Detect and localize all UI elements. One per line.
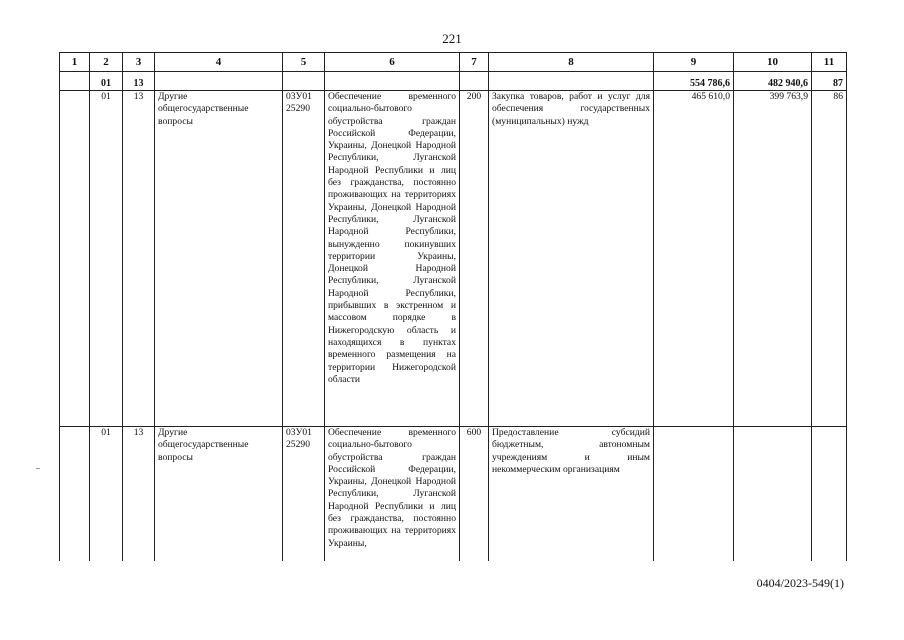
amount-10 bbox=[734, 427, 812, 562]
header-row bbox=[60, 53, 847, 72]
article-name: Обеспечение временного социально-бытового обустройства граждан Российской Федерации, Украины, Донецкой Народной Республики, Луганской Народной Республики и лиц без гражданства, постоянно проживающих на территориях Украины, Донецкой Народной Республики, Луганской Народной Республики, вынужденно покинувших территории Украины, Донецкой Народной Республики, Луганской Народной Республики, прибывших в экстренном и массовом порядке в Нижегородскую область и находящихся в пунктах временного размещения на территории Нижегородской области bbox=[325, 91, 460, 427]
section-code: 01 bbox=[90, 427, 123, 562]
total-cell-empty bbox=[283, 72, 325, 91]
column-header: 9 bbox=[654, 53, 734, 72]
total-cell-empty bbox=[325, 72, 460, 91]
column-header: 1 bbox=[60, 53, 90, 72]
section-code: 01 bbox=[90, 91, 123, 427]
article-name: Обеспечение временного социально-бытового обустройства граждан Российской Федерации, Украины, Донецкой Народной Республики, Луганской Народной Республики и лиц без гражданства, постоянно проживающих на территориях Украины, bbox=[325, 427, 460, 562]
expense-type-code: 200 bbox=[460, 91, 489, 427]
expense-type-name: Предоставление субсидий бюджетным, автономным учреждениям и иным некоммерческим организациям bbox=[489, 427, 654, 562]
column-header: 2 bbox=[90, 53, 123, 72]
column-header: 7 bbox=[460, 53, 489, 72]
total-cell-empty bbox=[155, 72, 283, 91]
column-header: 11 bbox=[812, 53, 847, 72]
column-header: 3 bbox=[123, 53, 155, 72]
target-article-code: 03У01 25290 bbox=[283, 427, 325, 562]
column-header: 4 bbox=[155, 53, 283, 72]
percent: 86 bbox=[812, 91, 847, 427]
percent bbox=[812, 427, 847, 562]
table-row bbox=[60, 91, 847, 427]
section-name: Другие общегосударственные вопросы bbox=[155, 91, 283, 427]
subsection-code: 13 bbox=[123, 91, 155, 427]
document-code: 0404/2023-549(1) bbox=[756, 576, 844, 590]
row-number bbox=[60, 91, 90, 427]
subsection-code: 13 bbox=[123, 427, 155, 562]
page-number: 221 bbox=[442, 31, 462, 46]
total-percent: 87 bbox=[812, 72, 847, 91]
amount-9: 465 610,0 bbox=[654, 91, 734, 427]
column-header: 8 bbox=[489, 53, 654, 72]
total-row bbox=[60, 72, 847, 91]
column-header: 5 bbox=[283, 53, 325, 72]
expense-type-code: 600 bbox=[460, 427, 489, 562]
amount-10: 399 763,9 bbox=[734, 91, 812, 427]
total-amount-9: 554 786,6 bbox=[654, 72, 734, 91]
target-article-code: 03У01 25290 bbox=[283, 91, 325, 427]
column-header: 10 bbox=[734, 53, 812, 72]
column-header: 6 bbox=[325, 53, 460, 72]
section-name: Другие общегосударственные вопросы bbox=[155, 427, 283, 562]
total-subsection-code: 13 bbox=[123, 72, 155, 91]
total-cell-empty bbox=[489, 72, 654, 91]
total-cell-empty bbox=[60, 72, 90, 91]
total-section-code: 01 bbox=[90, 72, 123, 91]
total-cell-empty bbox=[460, 72, 489, 91]
table-row bbox=[60, 427, 847, 562]
amount-9 bbox=[654, 427, 734, 562]
expense-type-name: Закупка товаров, работ и услуг для обеспечения государственных (муниципальных) нужд bbox=[489, 91, 654, 427]
total-amount-10: 482 940,6 bbox=[734, 72, 812, 91]
budget-table bbox=[59, 52, 847, 561]
row-number bbox=[60, 427, 90, 562]
scan-artifact bbox=[36, 468, 40, 469]
